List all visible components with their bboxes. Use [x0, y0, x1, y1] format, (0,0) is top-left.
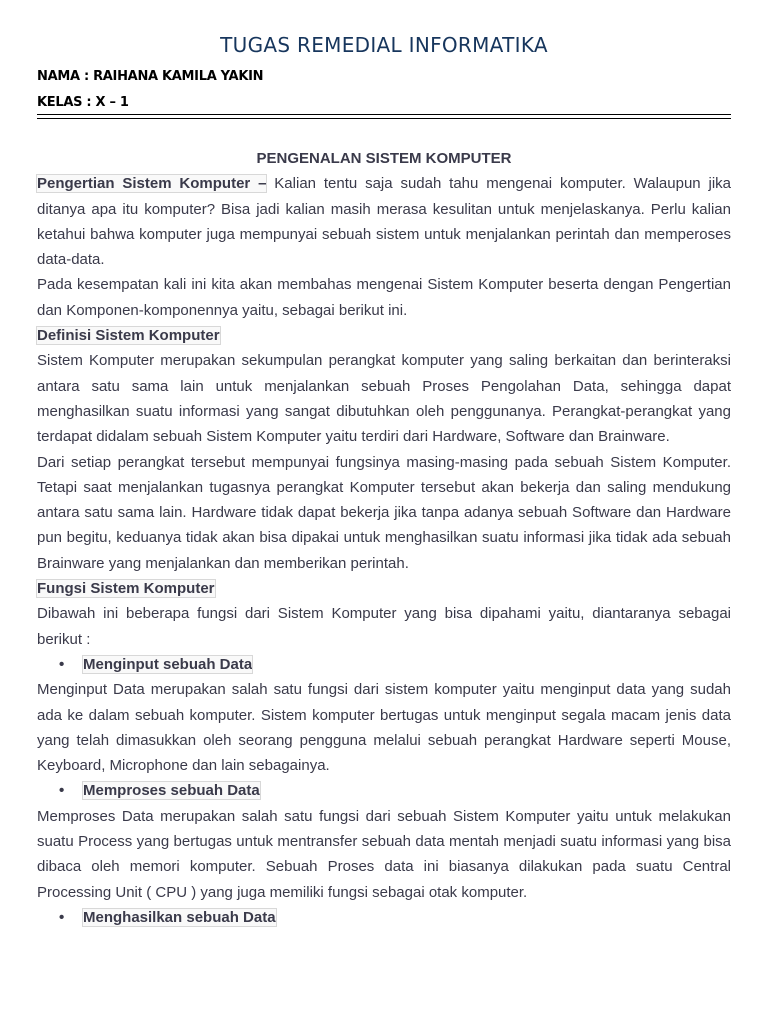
- fungsi-heading: Fungsi Sistem Komputer: [37, 580, 215, 598]
- bullet-icon: •: [59, 782, 65, 800]
- fungsi-item-title: Menginput sebuah Data: [83, 655, 253, 673]
- document-body: [37, 146, 731, 930]
- intro-paragraph: [37, 171, 731, 272]
- fungsi-heading-line: [37, 576, 731, 601]
- bullet-icon: •: [59, 655, 65, 673]
- fungsi-item-title: Menghasilkan sebuah Data: [83, 908, 276, 926]
- intro-lead: Pengertian Sistem Komputer –: [37, 175, 267, 193]
- fungsi-item-text: Memproses Data merupakan salah satu fungsi dari sebuah Sistem Komputer yaitu untuk melakukan suatu Process yang bertugas untuk mentransfer sebuah data mentah menjadi suatu informasi yang bisa dibaca oleh memori komputer. Sebuah Proses data ini biasanya dilakukan pada suatu Central Processing Unit ( CPU ) yang juga memiliki fungsi sebagai otak komputer.: [37, 807, 731, 901]
- header-divider: [37, 114, 731, 119]
- section-title: PENGENALAN SISTEM KOMPUTER: [256, 150, 512, 167]
- student-class: KELAS : X – 1: [37, 95, 129, 110]
- bullet-icon: •: [59, 908, 65, 926]
- definisi-heading-line: [37, 323, 731, 348]
- definisi-paragraph-2: Dari setiap perangkat tersebut mempunyai fungsinya masing-masing pada sebuah Sistem Komputer. Tetapi saat menjalankan tugasnya perangkat Komputer tersebut akan bekerja dan saling mendukung antara satu sama lain. Hardware tidak dapat bekerja jika tanpa adanya sebuah Software dan Hardware pun begitu, keduanya tidak akan bisa dipakai untuk menghasilkan suatu informasi jika tidak ada sebuah Brainware yang menjalankan dan memberikan perintah.: [37, 453, 731, 572]
- fungsi-item-text: Menginput Data merupakan salah satu fungsi dari sistem komputer yaitu menginput data yang sudah ada ke dalam sebuah komputer. Sistem komputer bertugas untuk menginput segala macam jenis data yang telah dimasukkan oleh seorang pengguna melalui sebuah perangkat Hardware seperti Mouse, Keyboard, Microphone dan lain sebagainya.: [37, 681, 731, 775]
- fungsi-item-title: Memproses sebuah Data: [83, 782, 260, 800]
- fungsi-intro: Dibawah ini beberapa fungsi dari Sistem Komputer yang bisa dipahami yaitu, diantaranya sebagai berikut :: [37, 605, 731, 648]
- student-name: NAMA : RAIHANA KAMILA YAKIN: [37, 69, 264, 84]
- intro-paragraph-2: Pada kesempatan kali ini kita akan membahas mengenai Sistem Komputer beserta dengan Pengertian dan Komponen-komponennya yaitu, sebagai berikut ini.: [37, 276, 731, 319]
- definisi-paragraph-1: Sistem Komputer merupakan sekumpulan perangkat komputer yang saling berkaitan dan berinteraksi antara satu sama lain untuk menjalankan sebuah Proses Pengolahan Data, sehingga dapat menghasilkan suatu informasi yang sangat dibutuhkan oleh penggunanya. Perangkat-perangkat yang terdapat didalam sebuah Sistem Komputer yaitu terdiri dari Hardware, Software dan Brainware.: [37, 352, 731, 446]
- list-item: [37, 778, 731, 803]
- intro-text: Kalian tentu saja sudah tahu mengenai komputer. Walaupun jika ditanya apa itu komputer? Bisa jadi kalian masih merasa kesulitan untuk menjelaskanya. Perlu kalian ketahui bahwa komputer juga mempunyai sebuah sistem untuk menjalankan perintah dan memperoses data-data.: [37, 175, 732, 269]
- definisi-heading: Definisi Sistem Komputer: [37, 327, 220, 345]
- list-item: [37, 905, 731, 930]
- list-item: [37, 652, 731, 677]
- document-title: TUGAS REMEDIAL INFORMATIKA: [220, 33, 548, 57]
